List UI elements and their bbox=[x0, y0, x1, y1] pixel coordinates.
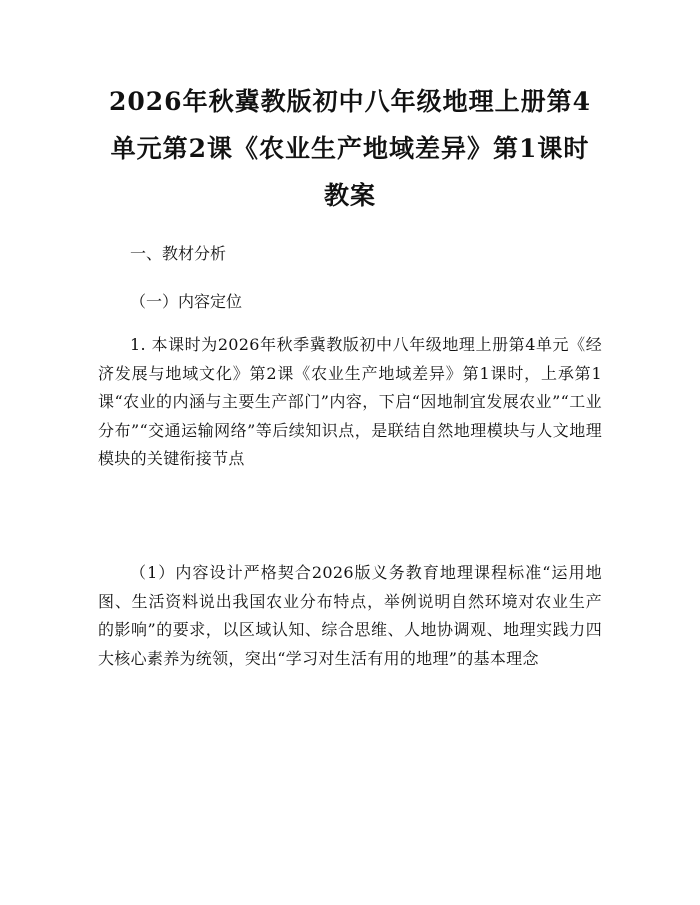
paragraph-curriculum-standard: （1）内容设计严格契合2026版义务教育地理课程标准“运用地图、生活资料说出我国农业分布特点，举例说明自然环境对农业生产的影响”的要求，以区域认知、综合思维、人地协调观、地理实践力四大核心素养为统领，突出“学习对生活有用的地理”的基本理念 bbox=[98, 563, 602, 668]
subsection-heading: （一）内容定位 bbox=[130, 292, 243, 311]
section-heading: 一、教材分析 bbox=[130, 244, 227, 263]
document-title: 2026年秋冀教版初中八年级地理上册第4单元第2课《农业生产地域差异》第1课时教案 bbox=[109, 87, 591, 210]
paragraph-content-position: 1. 本课时为2026年秋季冀教版初中八年级地理上册第4单元《经济发展与地域文化》第2课《农业生产地域差异》第1课时，上承第1课“农业的内涵与主要生产部门”内容，下启“因地制宜发展农业”“工业分布”“交通运输网络”等后续知识点，是联结自然地理模块与人文地理模块的关键衔接节点 bbox=[98, 335, 602, 468]
